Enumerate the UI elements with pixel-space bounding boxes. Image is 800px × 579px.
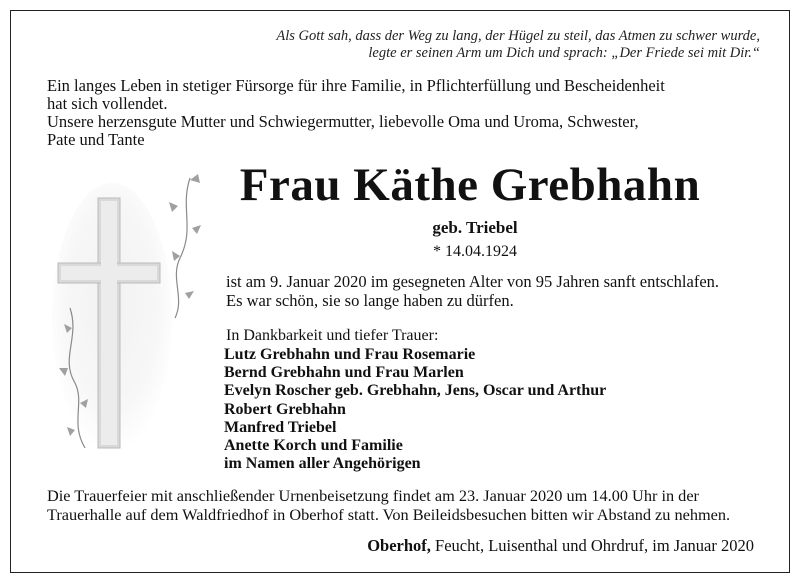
mourner-name: Bernd Grebhahn und Frau Marlen (224, 364, 464, 382)
mourner-name: Robert Grebhahn (224, 400, 346, 418)
quote-line-1: Als Gott sah, dass der Weg zu lang, der Hügel zu steil, das Atmen zu schwer wurde, (276, 28, 760, 44)
intro-line-4: Pate und Tante (47, 130, 145, 149)
intro-line-3: Unsere herzensgute Mutter und Schwiegermutter, liebevolle Oma und Uroma, Schwester, (47, 112, 639, 131)
mourner-name: Anette Korch und Familie (224, 437, 403, 455)
closing-place: Oberhof, (367, 536, 431, 555)
intro-text (47, 77, 665, 149)
closing-line (367, 536, 754, 556)
mourners-list (224, 346, 606, 473)
mourner-name: im Namen aller Angehörigen (224, 455, 421, 473)
closing-rest: Feucht, Luisenthal und Ohrdruf, im Januar 2020 (430, 536, 754, 555)
mourner-name: Manfred Triebel (224, 418, 337, 436)
mourner-name: Lutz Grebhahn und Frau Rosemarie (224, 346, 476, 363)
funeral-info (47, 486, 730, 524)
intro-line-2: hat sich vollendet. (47, 94, 168, 113)
deceased-name: Frau Käthe Grebhahn (239, 159, 701, 211)
mourner-name: Evelyn Roscher geb. Grebhahn, Jens, Oscar und Arthur (224, 382, 607, 400)
quote-line-2: legte er seinen Arm um Dich und sprach: „Der Friede sei mit Dir.“ (368, 45, 760, 61)
mourners-heading: In Dankbarkeit und tiefer Trauer: (226, 327, 439, 344)
intro-line-1: Ein langes Leben in stetiger Fürsorge für ihre Familie, in Pflichterfüllung und Bescheidenheit (47, 76, 665, 95)
passing-line-2: Es war schön, sie so lange haben zu dürfen. (226, 291, 514, 310)
epigraph-quote (276, 28, 760, 62)
passing-text (226, 272, 719, 310)
passing-line-1: ist am 9. Januar 2020 im gesegneten Alter von 95 Jahren sanft entschlafen. (226, 272, 720, 291)
funeral-line-1: Die Trauerfeier mit anschließender Urnenbeisetzung findet am 23. Januar 2020 um 14.00 Uhr in der (47, 486, 699, 505)
cross-icon (40, 168, 210, 468)
birth-name: geb. Triebel (432, 218, 518, 237)
birth-date: * 14.04.1924 (433, 243, 517, 260)
funeral-line-2: Trauerhalle auf dem Waldfriedhof in Oberhof statt. Von Beileidsbesuchen bitten wir Abstand zu nehmen. (47, 505, 731, 524)
